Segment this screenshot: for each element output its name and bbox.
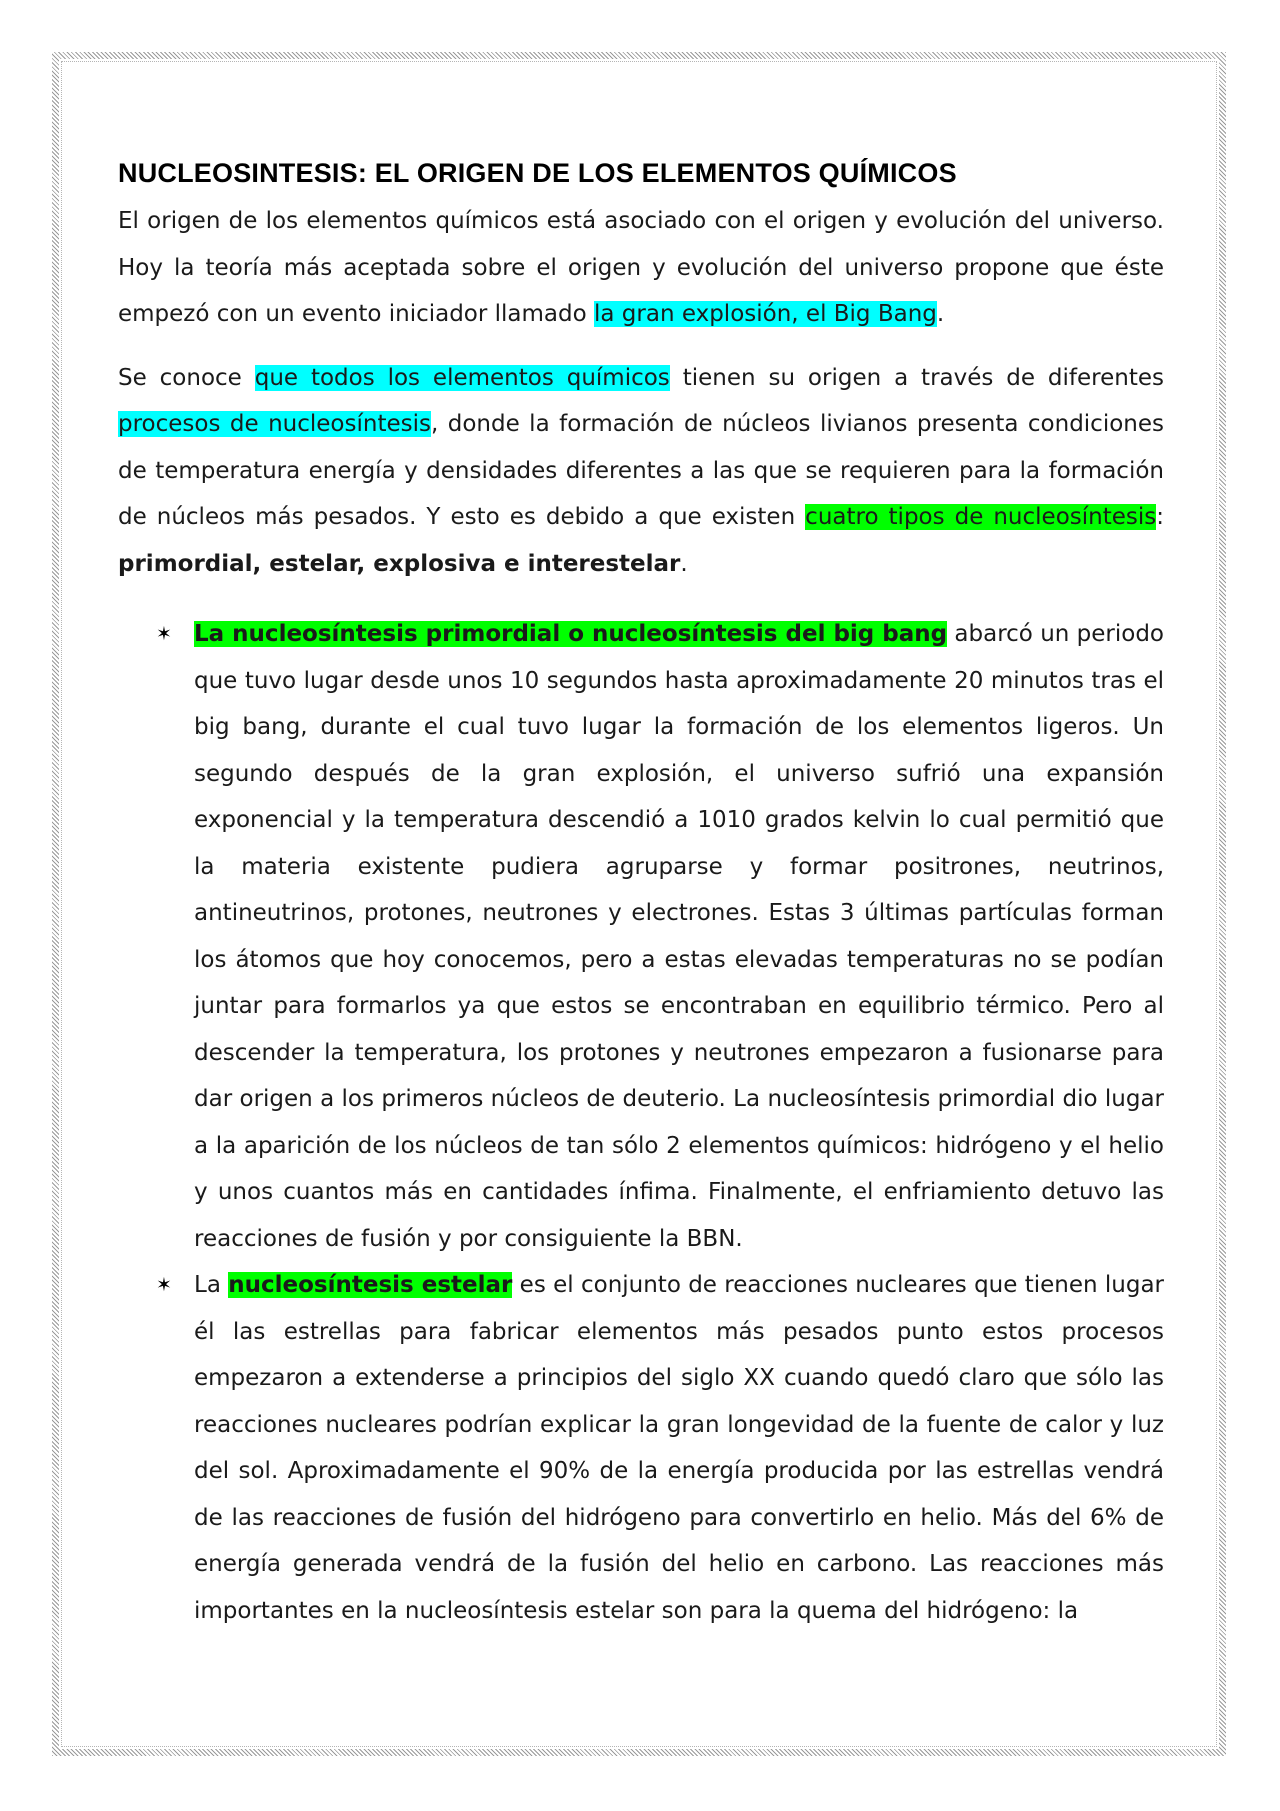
para2-text-4: :: [1156, 504, 1164, 530]
list-item-primordial: [118, 611, 1164, 1262]
star-bullet-icon: ✶: [156, 623, 172, 645]
types-list-bold: primordial, estelar, explosiva e interestelar: [118, 550, 681, 577]
para2-text-2: tienen su origen a través de diferentes: [669, 364, 1164, 391]
para2-text-3: , donde la formación de núcleos livianos presenta condiciones de temperatura energía y densidades diferentes a las que se requieren para la formación de núcleos más pesados. Y esto es debido a que existen: [118, 411, 1164, 530]
intro-end: .: [936, 301, 945, 327]
stellar-pre: La: [194, 1272, 229, 1298]
para2-text-1: Se conoce: [118, 364, 255, 391]
highlight-stellar: nucleosíntesis estelar: [228, 1272, 513, 1298]
highlight-all-elements: que todos los elementos químicos: [254, 364, 670, 391]
page-title: NUCLEOSINTESIS: EL ORIGEN DE LOS ELEMENTOS QUÍMICOS: [118, 158, 957, 188]
para2-text-5: .: [680, 550, 688, 577]
stellar-text: es el conjunto de reacciones nucleares que tienen lugar él las estrellas para fabricar elementos más pesados punto estos procesos empezaron a extenderse a principios del siglo XX cuando quedó claro que sólo las reacciones nucleares podrían explicar la gran longevidad de la fuente de calor y luz del sol. Aproximadamente el 90% de la energía producida por las estrellas vendrá de las reacciones de fusión del hidrógeno para convertirlo en helio. Más del 6% de energía generada vendrá de la fusión del helio en carbono. Las reacciones más importantes en la nucleosíntesis estelar son para la quema del hidrógeno: la: [194, 1272, 1165, 1624]
list-item-stellar: [118, 1262, 1164, 1634]
primordial-text: abarcó un periodo que tuvo lugar desde unos 10 segundos hasta aproximadamente 20 minutos tras el big bang, durante el cual tuvo lugar la formación de los elementos ligeros. Un segundo después de la gran explosión, el universo sufrió una expansión exponencial y la temperatura descendió a 1010 grados kelvin lo cual permitió que la materia existente pudiera agruparse y formar positrones, neutrinos, antineutrinos, protones, neutrones y electrones. Estas 3 últimas partículas forman los átomos que hoy conocemos, pero a estas elevadas temperaturas no se podían juntar para formarlos ya que estos se encontraban en equilibrio térmico. Pero al descender la temperatura, los protones y neutrones empezaron a fusionarse para dar origen a los primeros núcleos de deuterio. La nucleosíntesis primordial dio lugar a la aparición de los núcleos de tan sólo 2 elementos químicos: hidrógeno y el helio y unos cuantos más en cantidades ínfima. Finalmente, el enfriamiento detuvo las reacciones de fusión y por consiguiente la BBN.: [194, 621, 1164, 1252]
nucleosynthesis-paragraph: [118, 355, 1164, 588]
highlight-primordial: La nucleosíntesis primordial o nucleosíntesis del big bang: [194, 621, 948, 647]
highlight-four-types: cuatro tipos de nucleosíntesis: [805, 504, 1157, 530]
intro-paragraph: [118, 198, 1164, 338]
highlight-big-bang: la gran explosión, el Big Bang: [594, 301, 937, 327]
highlight-nucleosynthesis-processes: procesos de nucleosíntesis: [118, 411, 431, 437]
document-body: [118, 150, 1164, 1634]
nucleosynthesis-types-list: [118, 611, 1164, 1634]
intro-text: El origen de los elementos químicos está asociado con el origen y evolución del universo. Hoy la teoría más aceptada sobre el origen y evolución del universo propone que éste empezó con un evento iniciador llamado: [118, 208, 1164, 327]
star-bullet-icon: ✶: [156, 1274, 172, 1296]
